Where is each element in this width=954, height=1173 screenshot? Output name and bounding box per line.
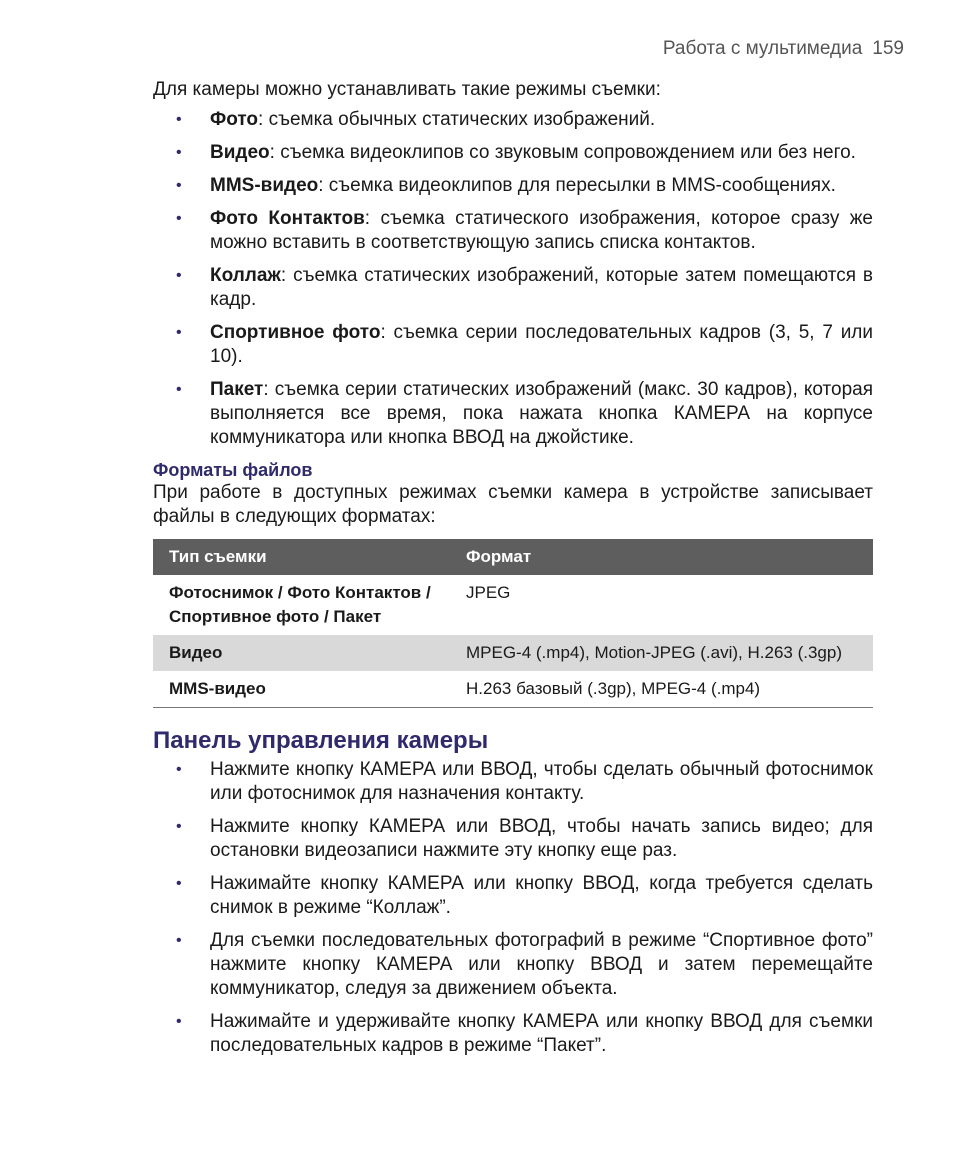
list-item <box>153 108 873 132</box>
mode-description: : съемка видеоклипов для пересылки в MMS-сообщениях. <box>318 175 836 196</box>
mode-term: Коллаж <box>210 265 281 286</box>
cell-type: Фотоснимок / Фото Контактов / Спортивное фото / Пакет <box>169 583 431 626</box>
formats-heading: Форматы файлов <box>153 460 313 480</box>
bullet-icon: • <box>176 210 182 227</box>
list-item <box>153 321 873 369</box>
panel-item-text: Нажмите кнопку КАМЕРА или ВВОД, чтобы сделать обычный фотоснимок или фотоснимок для назначения контакту. <box>210 759 873 804</box>
table-header-row <box>153 539 873 575</box>
list-item <box>153 174 873 198</box>
bullet-icon: • <box>176 144 182 161</box>
list-item <box>153 1010 873 1058</box>
column-header-format: Формат <box>450 539 873 575</box>
cell-format: MPEG-4 (.mp4), Motion-JPEG (.avi), H.263 (.3gp) <box>450 635 873 671</box>
list-item <box>153 815 873 863</box>
mode-description: : съемка обычных статических изображений. <box>258 109 656 130</box>
cell-type: MMS-видео <box>153 671 450 708</box>
formats-table <box>153 539 873 708</box>
table-row <box>153 671 873 708</box>
list-item <box>153 929 873 1001</box>
mode-description: : съемка видеоклипов со звуковым сопровождением или без него. <box>269 142 856 163</box>
mode-term: Фото <box>210 109 259 130</box>
bullet-icon: • <box>176 761 182 778</box>
cell-type: Видео <box>153 635 450 671</box>
column-header-type: Тип съемки <box>153 539 450 575</box>
panel-item-text: Нажимайте и удерживайте кнопку КАМЕРА или кнопку ВВОД для съемки последовательных кадров в режиме “Пакет”. <box>210 1011 873 1056</box>
cell-format: H.263 базовый (.3gp), MPEG-4 (.mp4) <box>450 671 873 708</box>
intro-paragraph: Для камеры можно устанавливать такие режимы съемки: <box>153 79 661 100</box>
section-title: Работа с мультимедиа <box>662 38 863 59</box>
panel-item-text: Для съемки последовательных фотографий в режиме “Спортивное фото” нажмите кнопку КАМЕРА или кнопку ВВОД и затем перемещайте коммуникатор, следуя за движением объекта. <box>210 930 873 999</box>
panel-heading: Панель управления камеры <box>153 727 489 754</box>
formats-paragraph: При работе в доступных режимах съемки камера в устройстве записывает файлы в следующих форматах: <box>153 482 873 527</box>
list-item <box>153 872 873 920</box>
mode-description: : съемка серии последовательных кадров (3, 5, 7 или 10). <box>210 322 874 367</box>
mode-term: Спортивное фото <box>210 322 381 343</box>
modes-list <box>153 108 873 450</box>
mode-term: Фото Контактов <box>210 208 365 229</box>
panel-item-text: Нажмите кнопку КАМЕРА или ВВОД, чтобы начать запись видео; для остановки видеозаписи нажмите эту кнопку еще раз. <box>210 816 873 861</box>
list-item <box>153 207 873 255</box>
panel-item-text: Нажимайте кнопку КАМЕРА или кнопку ВВОД, когда требуется сделать снимок в режиме “Коллаж”. <box>210 873 873 918</box>
list-item <box>153 264 873 312</box>
bullet-icon: • <box>176 875 182 892</box>
bullet-icon: • <box>176 111 182 128</box>
page-content <box>153 78 873 1067</box>
bullet-icon: • <box>176 932 182 949</box>
cell-format: JPEG <box>466 583 511 602</box>
panel-list <box>153 758 873 1058</box>
list-item <box>153 378 873 450</box>
bullet-icon: • <box>176 177 182 194</box>
mode-term: Пакет <box>210 379 264 400</box>
bullet-icon: • <box>176 818 182 835</box>
mode-description: : съемка статического изображения, которое сразу же можно вставить в соответствующую запись списка контактов. <box>210 208 873 253</box>
mode-term: Видео <box>210 142 270 163</box>
mode-description: : съемка статических изображений, которые затем помещаются в кадр. <box>210 265 873 310</box>
table-row <box>153 635 873 671</box>
mode-term: MMS-видео <box>210 175 319 196</box>
page-number: 159 <box>872 38 904 59</box>
list-item <box>153 141 873 165</box>
bullet-icon: • <box>176 381 182 398</box>
list-item <box>153 758 873 806</box>
bullet-icon: • <box>176 1013 182 1030</box>
table-row <box>153 575 873 635</box>
running-header <box>663 38 904 60</box>
bullet-icon: • <box>176 324 182 341</box>
mode-description: : съемка серии статических изображений (макс. 30 кадров), которая выполняется все время, пока нажата кнопка КАМЕРА на корпусе коммуникатора или кнопка ВВОД на джойстике. <box>210 379 873 448</box>
bullet-icon: • <box>176 267 182 284</box>
